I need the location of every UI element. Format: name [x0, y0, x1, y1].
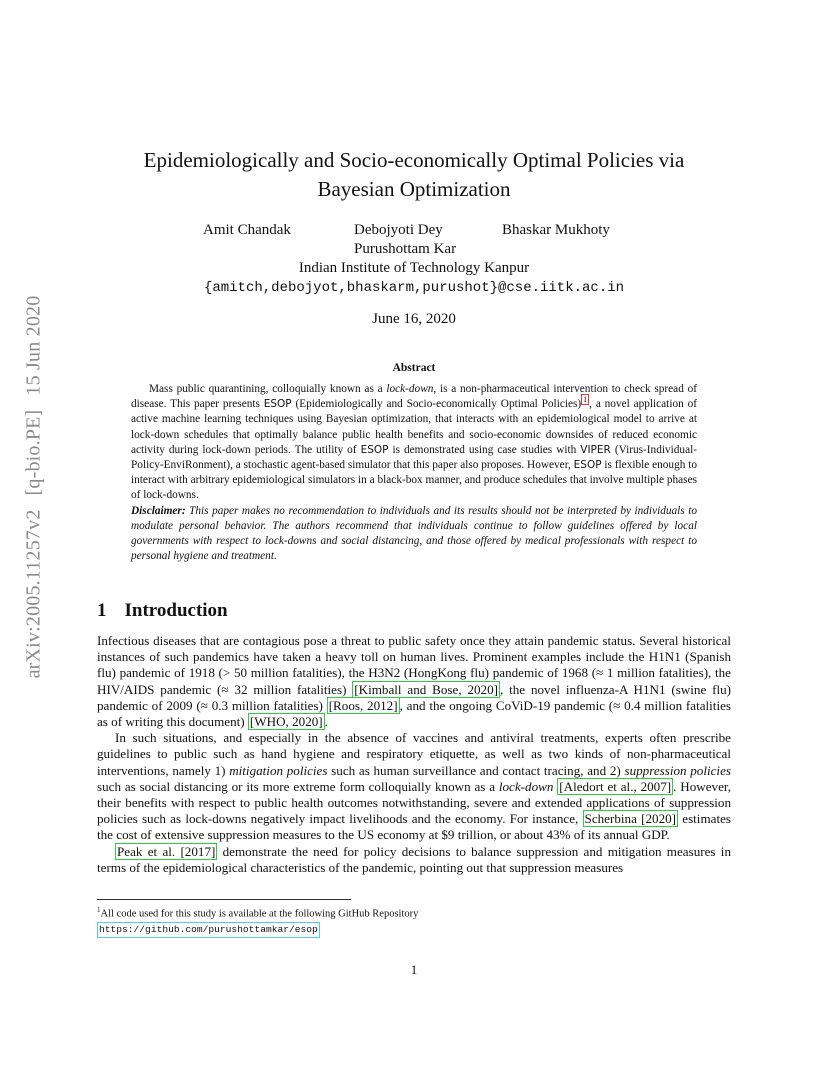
repository-url-link[interactable]: https://github.com/purushottamkar/esop	[97, 922, 320, 938]
arxiv-category: [q-bio.PE]	[22, 409, 45, 496]
footnote-rule	[97, 899, 351, 900]
paper-date: June 16, 2020	[372, 311, 456, 327]
disclaimer-label: Disclaimer:	[131, 504, 186, 517]
body-paragraph: Peak et al. [2017] demonstrate the need for policy decisions to balance suppression and mitigation measures in terms of the epidemiological characteristics of the pandemic, pointing out that suppression measures	[97, 843, 731, 875]
footnote-ref-link[interactable]: 1	[583, 395, 588, 405]
author-emails: {amitch,debojyot,bhaskarm,purushot}@cse.iitk.ac.in	[203, 280, 625, 296]
author-name: Debojyoti Dey	[354, 222, 443, 238]
arxiv-date: 15 Jun 2020	[22, 295, 45, 396]
citation-link[interactable]: Scherbina [2020]	[584, 811, 677, 827]
footnote-mark: 1	[97, 906, 101, 914]
arxiv-identifier-stamp	[23, 282, 46, 679]
abstract-heading: Abstract	[392, 362, 436, 374]
disclaimer: Disclaimer: This paper makes no recommendation to individuals and its results should not be interpreted by individuals to modulate personal behavior. The authors recommend that individuals continue to follow guidelines offered by local governments with respect to lock-downs and social distancing, and those offered by medical professionals with respect to personal hygiene and treatment.	[131, 504, 697, 563]
title-line-2: Bayesian Optimization	[317, 177, 511, 201]
viper-term: VIPER	[580, 443, 611, 456]
section-title: Introduction	[124, 600, 228, 621]
section-number: 1	[97, 600, 107, 621]
footnote	[97, 903, 731, 938]
citation-link[interactable]: [WHO, 2020]	[249, 714, 323, 730]
affiliation: Indian Institute of Technology Kanpur	[298, 260, 530, 276]
author-name: Purushottam Kar	[354, 241, 457, 257]
author-name: Amit Chandak	[203, 222, 291, 238]
body-paragraph: In such situations, and especially in the absence of vaccines and antiviral treatments, experts often prescribe guidelines to public such as hand hygiene and respiratory etiquette, as well as two kinds of non-pharmaceutical interventions, namely 1) mitigation policies such as human surveillance and contact tracing, and 2) suppression policies such as social distancing or its more extreme form colloquially known as a lock-down [Aledort et al., 2007] . However, their benefits with respect to public health outcomes notwithstanding, severe and extended applications of suppression policies such as lock-downs negatively impact livelihoods and the economy. For instance, Scherbina [2020] estimates the cost of extensive suppression measures to the US economy at $9 trillion, or about 43% of its annual GDP.	[97, 730, 731, 843]
body-paragraph: Infectious diseases that are contagious pose a threat to public safety once they attain pandemic status. Several historical instances of such pandemics have taken a heavy toll on human lives. Prominent examples include the H1N1 (Spanish flu) pandemic of 1918 (> 50 million fatalities), the H3N2 (HongKong flu) pandemic of 1968 (≈ 1 million fatalities), the HIV/AIDS pandemic (≈ 32 million fatalities) [Kimball and Bose, 2020] , the novel influenza-A H1N1 (swine flu) pandemic of 2009 (≈ 0.3 million fatalities) [Roos, 2012] , and the ongoing CoViD-19 pandemic (≈ 0.4 million fatalities as of writing this document) [WHO, 2020] .	[97, 633, 731, 730]
esop-term: ESOP	[360, 443, 389, 456]
abstract-paragraph: Mass public quarantining, colloquially known as a lock-down, is a non-pharmaceutical intervention to check spread of disease. This paper presents ESOP (Epidemiologically and Socio-economically Optimal Policies) $^1$ , a novel application of active machine learning techniques using Bayesian optimization, that interacts with an epidemiological model to arrive at lock-down schedules that optimally balance public health benefits and socio-economic downsides of reduced economic activity during lock-down periods. The utility of ESOP is demonstrated using case studies with VIPER (Virus-Individual-Policy-EnviRonment), a stochastic agent-based simulator that this paper also proposes. However, ESOP is flexible enough to interact with arbitrary epidemiological simulators in a black-box manner, and produce schedules that involve multiple phases of lock-downs.	[131, 383, 698, 502]
citation-link[interactable]: [Aledort et al., 2007]	[559, 778, 672, 794]
esop-term: ESOP	[573, 459, 602, 472]
citation-link[interactable]: [Kimball and Bose, 2020]	[354, 681, 498, 697]
author-name: Bhaskar Mukhoty	[502, 222, 610, 238]
paper-title	[97, 146, 731, 204]
arxiv-id: arXiv:2005.11257v2	[22, 509, 45, 679]
page-number: 1	[410, 962, 418, 977]
citation-link[interactable]: Peak et al. [2017]	[117, 843, 216, 859]
section-heading-introduction	[97, 600, 228, 622]
esop-term: ESOP	[263, 398, 292, 411]
introduction-body	[97, 633, 731, 876]
abstract-text	[131, 382, 697, 564]
footnote-text: All code used for this study is available at the following GitHub Repository	[100, 908, 419, 920]
title-line-1: Epidemiologically and Socio-economically Optimal Policies via	[143, 148, 685, 172]
citation-link[interactable]: [Roos, 2012]	[328, 697, 398, 713]
